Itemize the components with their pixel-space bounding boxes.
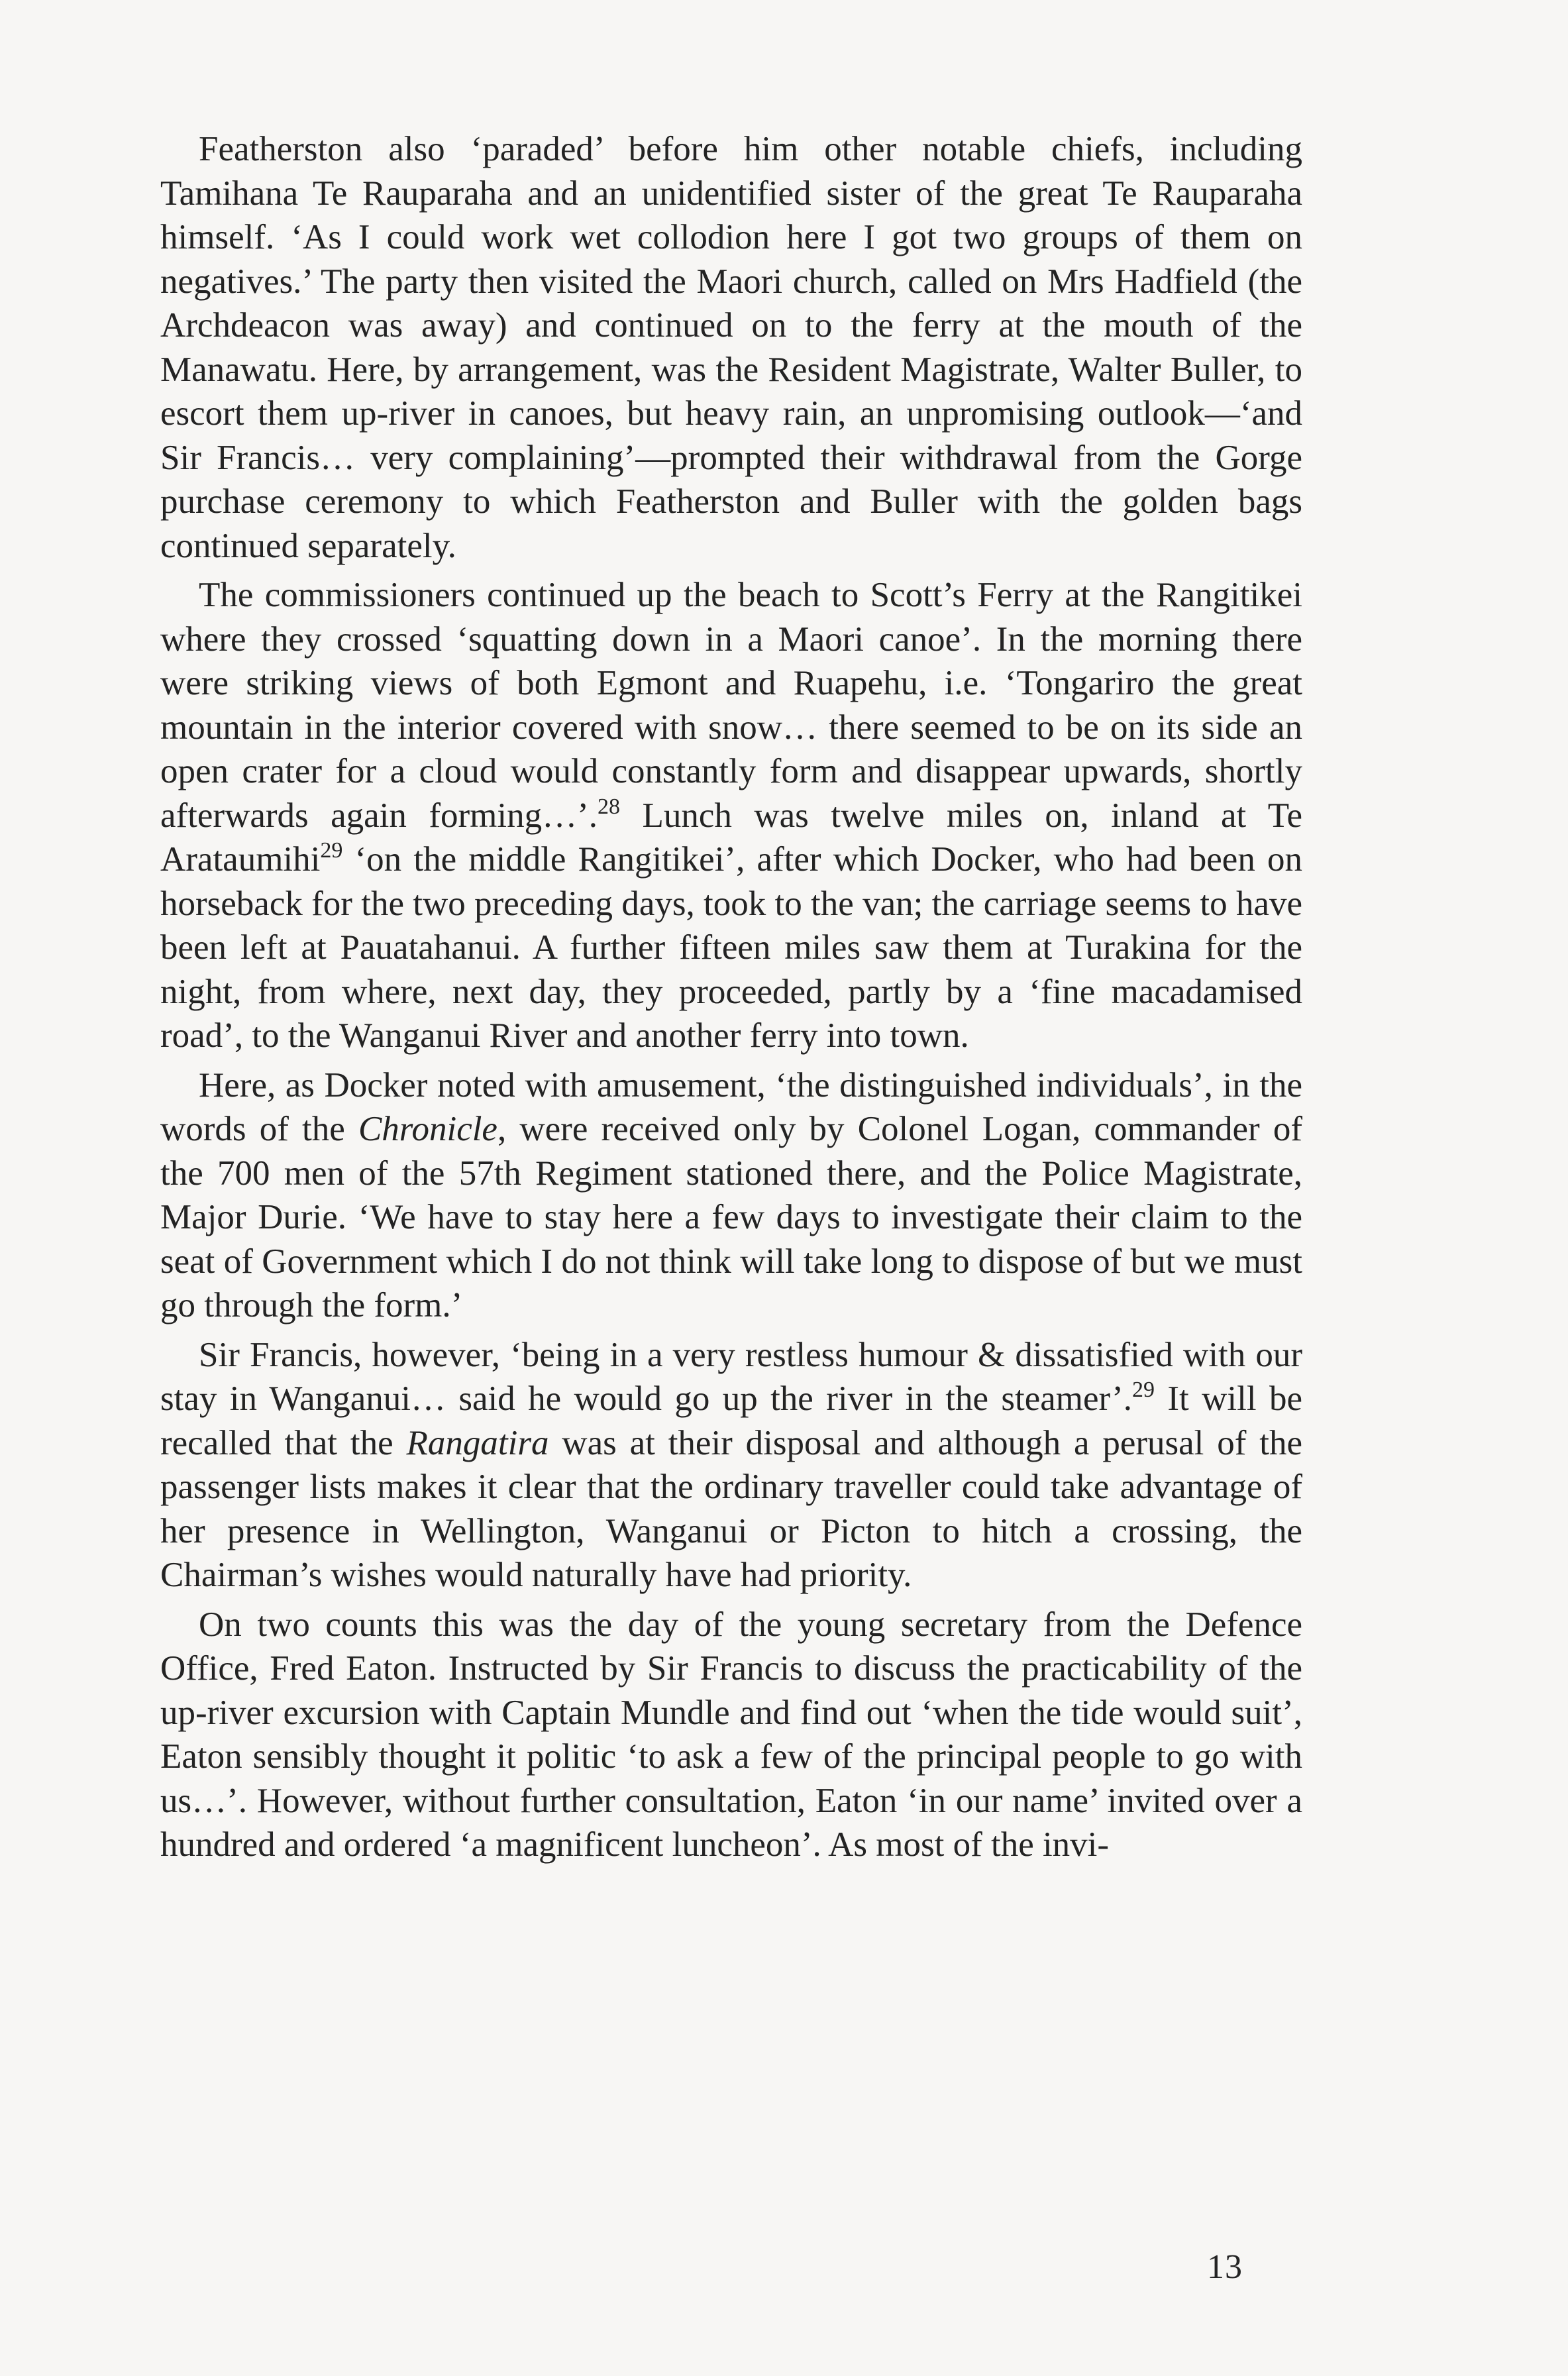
italic-title: Rangatira: [406, 1423, 549, 1462]
paragraph: [160, 1603, 1302, 1867]
footnote-ref: 29: [1132, 1377, 1155, 1402]
text-run: On two counts this was the day of the young secretary from the Defence Office, Fred Eaton. Instructed by Sir Francis to discuss the practicability of the up-river excursion with Captain Mundle and find out ‘when the tide would suit’, Eaton sensibly thought it politic ‘to ask a few of the principal people to go with us…’. However, without further consultation, Eaton ‘in our name’ invited over a hundred and ordered ‘a magnificent luncheon’. As most of the invi-: [160, 1605, 1302, 1864]
text-run: The commissioners continued up the beach to Scott’s Ferry at the Rangitikei where they crossed ‘squatting down in a Maori canoe’. In the morning there were striking views of both Egmont and Ruapehu, i.e. ‘Tongariro the great mountain in the interior covered with snow… there seemed to be on its side an open crater for a cloud would constantly form and disappear upwards, shortly afterwards again forming…’.: [160, 576, 1302, 835]
paragraph: [160, 1063, 1302, 1328]
text-run: Lunch was twelve miles on, inland at Te Arataumihi: [160, 796, 1302, 879]
text-run: It will be recalled that the: [160, 1379, 1302, 1462]
body-text: [160, 127, 1302, 1872]
text-run: , were received only by Colonel Logan, commander of the 700 men of the 57th Regiment stationed there, and the Police Magistrate, Major Durie. ‘We have to stay here a few days to investigate their claim to the seat of Government which I do not think will take long to dispose of but we must go through the form.’: [160, 1110, 1302, 1324]
text-run: ‘on the middle Rangitikei’, after which Docker, who had been on horseback for the two preceding days, took to the van; the carriage seems to have been left at Pauatahanui. A further fifteen miles saw them at Turakina for the night, from where, next day, they proceeded, partly by a ‘fine macadamised road’, to the Wanganui River and another ferry into town.: [160, 840, 1302, 1055]
paragraph: [160, 1333, 1302, 1597]
paragraph: [160, 573, 1302, 1058]
footnote-ref: 29: [320, 838, 343, 863]
text-run: Featherston also ‘paraded’ before him other notable chiefs, including Tamihana Te Rauparaha and an unidentified sister of the great Te Rauparaha himself. ‘As I could work wet collodion here I got two groups of them on negatives.’ The party then visited the Maori church, called on Mrs Hadfield (the Archdeacon was away) and continued on to the ferry at the mouth of the Manawatu. Here, by arrangement, was the Resident Magistrate, Walter Buller, to escort them up-river in canoes, but heavy rain, an unpromising outlook—‘and Sir Francis… very complaining’—prompted their withdrawal from the Gorge purchase ceremony to which Featherston and Buller with the golden bags continued separately.: [160, 130, 1302, 565]
page-number: 13: [1207, 2248, 1243, 2286]
text-run: was at their disposal and although a perusal of the passenger lists makes it clear that the ordinary traveller could take advantage of her presence in Wellington, Wanganui or Picton to hitch a crossing, the Chairman’s wishes would naturally have had priority.: [160, 1423, 1303, 1594]
text-run: Sir Francis, however, ‘being in a very restless humour & dissatisfied with our stay in Wanganui… said he would go up the river in the steamer’.: [160, 1335, 1302, 1418]
paragraph: [160, 127, 1302, 568]
footnote-ref: 28: [598, 794, 621, 819]
italic-title: Chronicle: [358, 1110, 497, 1148]
text-run: Here, as Docker noted with amusement, ‘the distinguished individuals’, in the words of the: [160, 1065, 1302, 1148]
